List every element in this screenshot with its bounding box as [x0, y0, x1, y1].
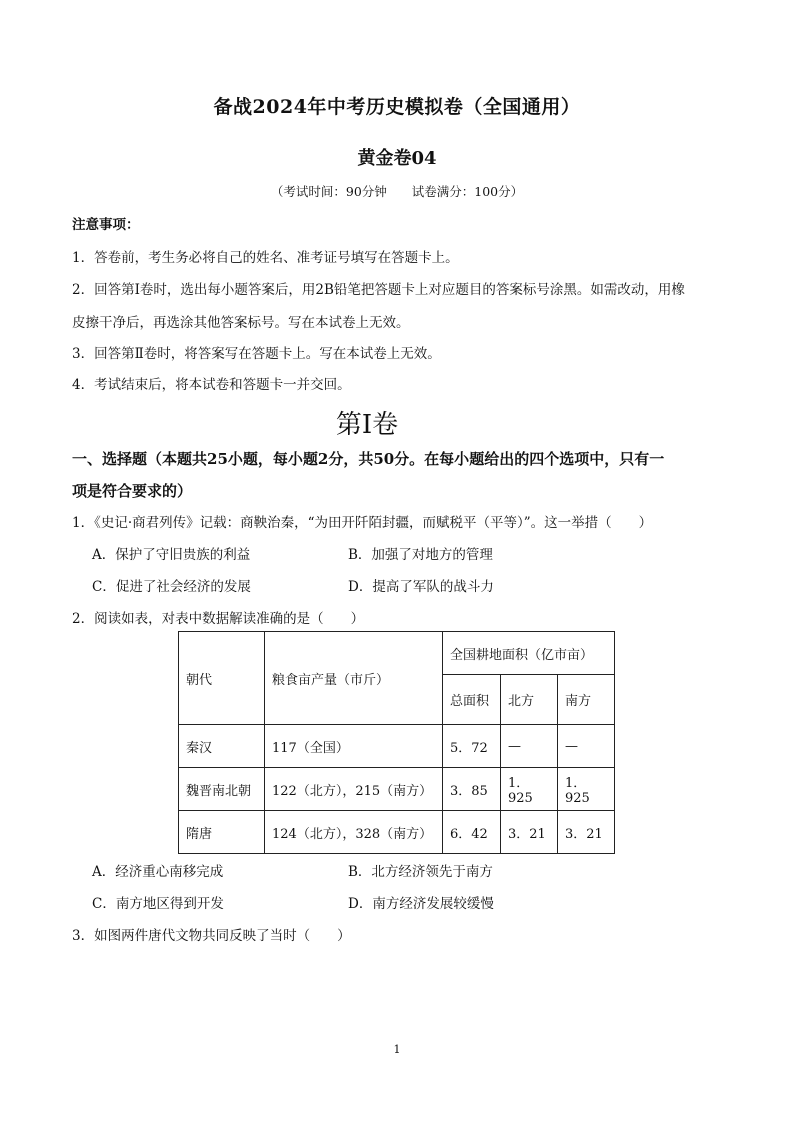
volume-title: 第Ⅰ卷: [335, 410, 399, 440]
question-1-option-c[interactable]: C．促进了社会经济的发展: [92, 579, 251, 595]
cell-south: 1．925: [558, 768, 615, 811]
question-2-stem: 2．阅读如表，对表中数据解读准确的是（ ）: [72, 611, 365, 627]
section-heading: 一、选择题（本题共25小题，每小题2分，共50分。在每小题给出的四个选项中，只有一: [72, 450, 665, 468]
header-grain-yield: 粮食亩产量（市斤）: [265, 632, 443, 725]
question-2-option-c[interactable]: C．南方地区得到开发: [92, 896, 224, 912]
exam-time-info: （考试时间：90分钟 试卷满分：100分）: [270, 184, 524, 199]
table-row: [179, 811, 615, 854]
question-1-option-a[interactable]: A．保护了守旧贵族的利益: [92, 547, 251, 563]
question-1-stem: 1．《史记·商君列传》记载：商鞅治秦，“为田开阡陌封疆，而赋税平（平等）”。这一举措（ ）: [72, 515, 653, 531]
question-2-option-b[interactable]: B．北方经济领先于南方: [348, 864, 493, 880]
cell-north: 3．21: [501, 811, 558, 854]
question-3-stem: 3．如图两件唐代文物共同反映了当时（ ）: [72, 928, 351, 944]
notice-item: 皮擦干净后，再选涂其他答案标号。写在本试卷上无效。: [72, 315, 410, 331]
question-1-option-b[interactable]: B．加强了对地方的管理: [348, 547, 493, 563]
notice-item: 4．考试结束后，将本试卷和答题卡一并交回。: [72, 377, 351, 393]
header-south: 南方: [558, 675, 615, 725]
cell-south: 3．21: [558, 811, 615, 854]
notice-heading: 注意事项：: [72, 217, 140, 233]
cell-total: 3．85: [443, 768, 501, 811]
table-row: [179, 725, 615, 768]
header-farmland-area: 全国耕地面积（亿市亩）: [443, 632, 615, 675]
notice-item: 2．回答第Ⅰ卷时，选出每小题答案后，用2B铅笔把答题卡上对应题目的答案标号涂黑。如需改动，用橡: [72, 282, 685, 298]
cell-north: —: [501, 725, 558, 768]
cell-yield: 124（北方），328（南方）: [265, 811, 443, 854]
exam-title: 备战2024年中考历史模拟卷（全国通用）: [213, 96, 581, 118]
notice-item: 1．答卷前，考生务必将自己的姓名、准考证号填写在答题卡上。: [72, 250, 459, 266]
header-total-area: 总面积: [443, 675, 501, 725]
header-north: 北方: [501, 675, 558, 725]
cell-south: —: [558, 725, 615, 768]
cell-dynasty: 秦汉: [179, 725, 265, 768]
cell-north: 1．925: [501, 768, 558, 811]
cell-yield: 122（北方），215（南方）: [265, 768, 443, 811]
question-1-option-d[interactable]: D．提高了军队的战斗力: [348, 579, 494, 595]
table-row: [179, 768, 615, 811]
section-heading: 项是符合要求的）: [72, 482, 193, 500]
question-2-option-a[interactable]: A．经济重心南移完成: [92, 864, 224, 880]
header-dynasty: 朝代: [179, 632, 265, 725]
cell-total: 6．42: [443, 811, 501, 854]
page-number: 1: [393, 1043, 401, 1056]
exam-subtitle: 黄金卷04: [357, 148, 437, 169]
question-2-option-d[interactable]: D．南方经济发展较缓慢: [348, 896, 494, 912]
data-table: [178, 631, 615, 854]
notice-item: 3．回答第Ⅱ卷时，将答案写在答题卡上。写在本试卷上无效。: [72, 346, 441, 362]
cell-yield: 117（全国）: [265, 725, 443, 768]
cell-dynasty: 隋唐: [179, 811, 265, 854]
cell-dynasty: 魏晋南北朝: [179, 768, 265, 811]
cell-total: 5．72: [443, 725, 501, 768]
